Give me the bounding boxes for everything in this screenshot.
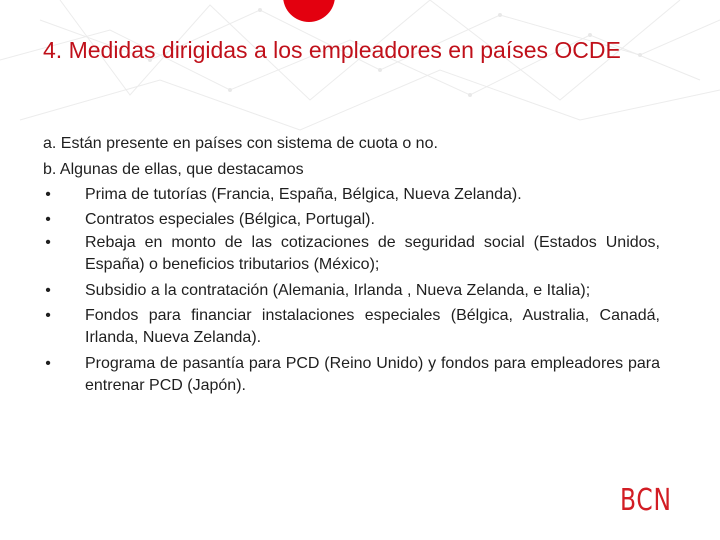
- point-a: a. Están presente en países con sistema de cuota o no.: [43, 135, 438, 152]
- bullet-text: Prima de tutorías (Francia, España, Bélgica, Nueva Zelanda).: [85, 186, 522, 203]
- slide-title: 4. Medidas dirigidas a los empleadores en países OCDE: [43, 37, 621, 63]
- list-item: [43, 207, 660, 232]
- bullet-dot-icon: •: [45, 281, 51, 299]
- list-item: [43, 232, 660, 276]
- list-item: [43, 353, 660, 397]
- list-item: [43, 182, 660, 207]
- bullet-text: Rebaja en monto de las cotizaciones de seguridad social (Estados Unidos, España) o beneficios tributarios (México);: [85, 234, 660, 273]
- point-b: b. Algunas de ellas, que destacamos: [43, 160, 304, 178]
- list-item: [43, 305, 660, 349]
- list-item: [43, 280, 660, 302]
- slide-body: [43, 131, 660, 400]
- bullet-dot-icon: •: [45, 354, 51, 372]
- bullet-text: Programa de pasantía para PCD (Reino Unido) y fondos para empleadores para entrenar PCD (Japón).: [85, 354, 660, 394]
- bcn-logo: BCN: [620, 483, 672, 518]
- bullet-dot-icon: •: [45, 186, 51, 203]
- bullet-dot-icon: •: [45, 211, 51, 228]
- bullet-dot-icon: •: [45, 234, 51, 251]
- bullet-text: Contratos especiales (Bélgica, Portugal).: [85, 211, 375, 228]
- bullet-text: Subsidio a la contratación (Alemania, Irlanda , Nueva Zelanda, e Italia);: [85, 281, 591, 299]
- bullet-list: [43, 182, 660, 397]
- bullet-text: Fondos para financiar instalaciones especiales (Bélgica, Australia, Canadá, Irlanda, Nueva Zelanda).: [85, 307, 660, 346]
- bullet-dot-icon: •: [45, 307, 51, 324]
